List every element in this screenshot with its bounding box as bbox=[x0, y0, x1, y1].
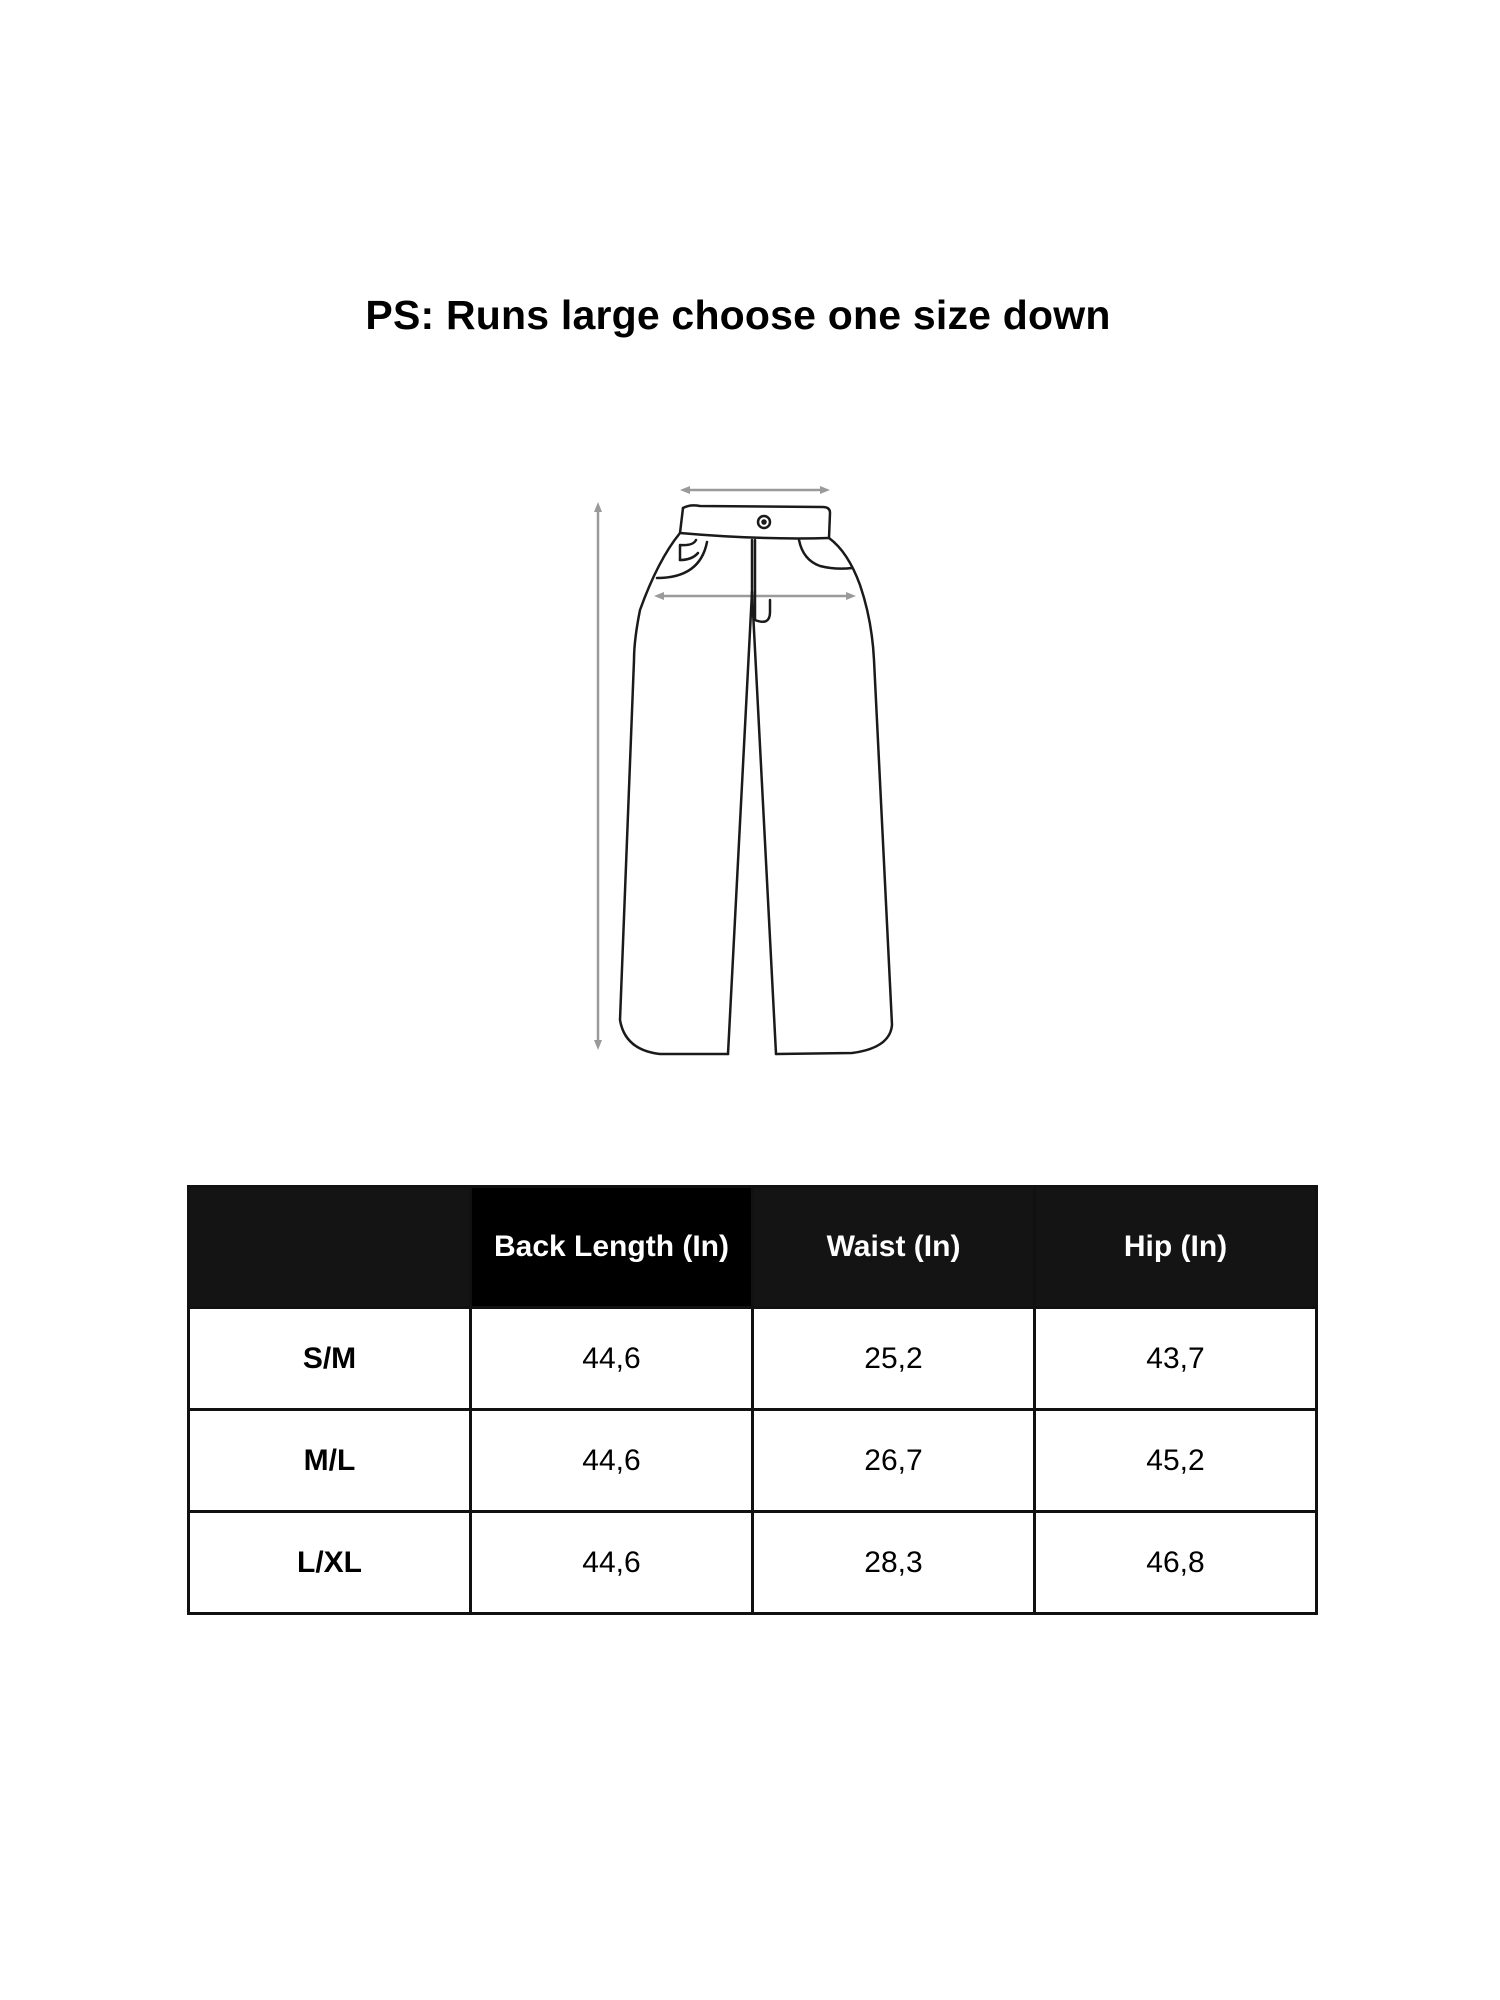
header-hip: Hip (In) bbox=[1035, 1187, 1317, 1308]
size-chart-table bbox=[187, 1185, 1318, 1615]
waist-cell: 28,3 bbox=[753, 1512, 1035, 1614]
size-cell: S/M bbox=[189, 1308, 471, 1410]
wide-leg-pants-outline-icon bbox=[560, 465, 920, 1075]
waist-measurement-arrow bbox=[680, 486, 830, 494]
hip-cell: 45,2 bbox=[1035, 1410, 1317, 1512]
header-waist: Waist (In) bbox=[753, 1187, 1035, 1308]
waist-cell: 25,2 bbox=[753, 1308, 1035, 1410]
hip-cell: 46,8 bbox=[1035, 1512, 1317, 1614]
table-row bbox=[189, 1308, 1317, 1410]
back-length-cell: 44,6 bbox=[471, 1512, 753, 1614]
table-row bbox=[189, 1512, 1317, 1614]
table-row bbox=[189, 1410, 1317, 1512]
header-size-label bbox=[189, 1187, 471, 1308]
hip-cell: 43,7 bbox=[1035, 1308, 1317, 1410]
header-back-length: Back Length (In) bbox=[471, 1187, 753, 1308]
size-advice-note: PS: Runs large choose one size down bbox=[365, 292, 1111, 338]
waist-cell: 26,7 bbox=[753, 1410, 1035, 1512]
size-cell: L/XL bbox=[189, 1512, 471, 1614]
length-measurement-arrow bbox=[594, 502, 602, 1050]
size-cell: M/L bbox=[189, 1410, 471, 1512]
back-length-cell: 44,6 bbox=[471, 1308, 753, 1410]
size-chart-header-row bbox=[189, 1187, 1317, 1308]
back-length-cell: 44,6 bbox=[471, 1410, 753, 1512]
